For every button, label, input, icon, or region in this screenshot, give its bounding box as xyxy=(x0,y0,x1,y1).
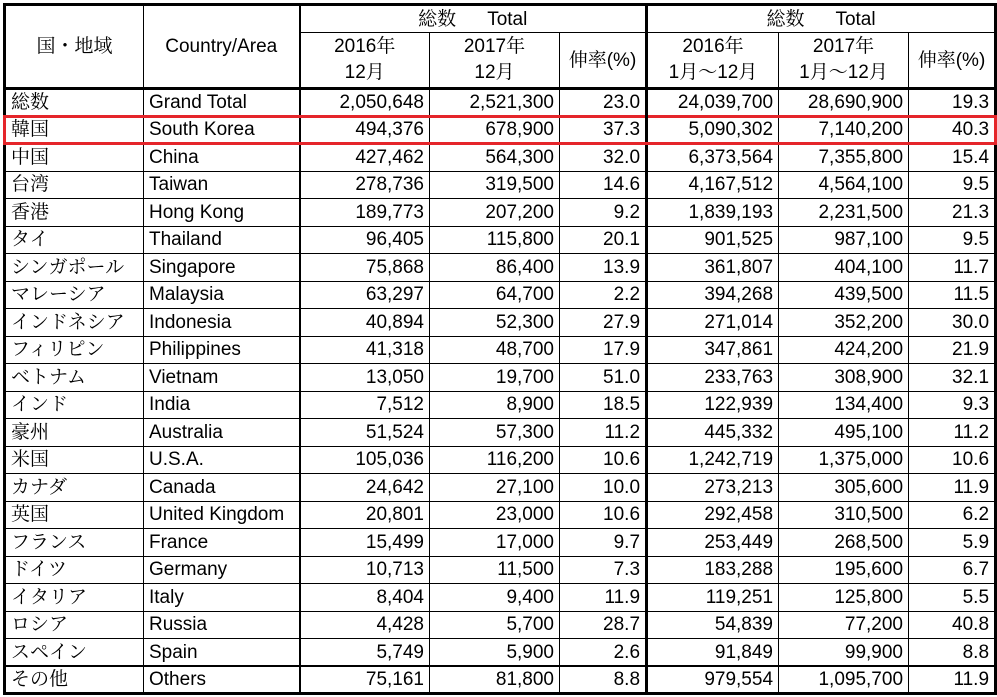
year-2017-visitors: 310,500 xyxy=(779,501,909,529)
dec-2016-visitors: 63,297 xyxy=(300,281,430,309)
year-growth-rate: 5.5 xyxy=(909,584,996,612)
region-name-ja: その他 xyxy=(5,666,144,694)
dec-2017-visitors: 116,200 xyxy=(430,446,560,474)
dec-2016-visitors: 105,036 xyxy=(300,446,430,474)
dec-2017-visitors: 9,400 xyxy=(430,584,560,612)
region-name-en: Grand Total xyxy=(144,89,300,117)
dec-growth-rate: 28.7 xyxy=(560,611,647,639)
region-name-en: United Kingdom xyxy=(144,501,300,529)
year-2016-visitors: 183,288 xyxy=(647,556,779,584)
year-2017-visitors: 28,690,900 xyxy=(779,89,909,117)
dec-2016-visitors: 13,050 xyxy=(300,364,430,392)
year-2017-visitors: 352,200 xyxy=(779,309,909,337)
year-growth-rate: 11.9 xyxy=(909,666,996,694)
table-row xyxy=(5,611,996,639)
dec-2017-visitors: 81,800 xyxy=(430,666,560,694)
dec-growth-rate: 10.6 xyxy=(560,446,647,474)
year-2016-visitors: 24,039,700 xyxy=(647,89,779,117)
visitor-statistics-table xyxy=(3,3,997,695)
dec-2017-visitors: 5,900 xyxy=(430,639,560,667)
table-row xyxy=(5,584,996,612)
header-dec-2017-period: 12月 xyxy=(474,62,515,83)
dec-2016-visitors: 40,894 xyxy=(300,309,430,337)
region-name-ja: インドネシア xyxy=(5,309,144,337)
dec-growth-rate: 11.2 xyxy=(560,419,647,447)
dec-2016-visitors: 427,462 xyxy=(300,144,430,172)
dec-2017-visitors: 115,800 xyxy=(430,226,560,254)
dec-growth-rate: 13.9 xyxy=(560,254,647,282)
header-dec-2016 xyxy=(300,33,430,89)
table-row xyxy=(5,336,996,364)
region-name-ja: 総数 xyxy=(5,89,144,117)
dec-2017-visitors: 319,500 xyxy=(430,171,560,199)
year-growth-rate: 9.5 xyxy=(909,171,996,199)
dec-2016-visitors: 96,405 xyxy=(300,226,430,254)
dec-growth-rate: 10.6 xyxy=(560,501,647,529)
dec-2017-visitors: 564,300 xyxy=(430,144,560,172)
header-row-groups xyxy=(5,5,996,33)
dec-2017-visitors: 86,400 xyxy=(430,254,560,282)
region-name-ja: ドイツ xyxy=(5,556,144,584)
region-name-en: Philippines xyxy=(144,336,300,364)
region-name-ja: 韓国 xyxy=(5,116,144,144)
table-row xyxy=(5,199,996,227)
header-year-2017 xyxy=(779,33,909,89)
region-name-en: Italy xyxy=(144,584,300,612)
dec-growth-rate: 7.3 xyxy=(560,556,647,584)
dec-growth-rate: 37.3 xyxy=(560,116,647,144)
year-2016-visitors: 1,839,193 xyxy=(647,199,779,227)
year-growth-rate: 9.3 xyxy=(909,391,996,419)
dec-2016-visitors: 8,404 xyxy=(300,584,430,612)
year-2017-visitors: 77,200 xyxy=(779,611,909,639)
dec-2016-visitors: 7,512 xyxy=(300,391,430,419)
dec-2017-visitors: 8,900 xyxy=(430,391,560,419)
dec-2016-visitors: 189,773 xyxy=(300,199,430,227)
year-2017-visitors: 2,231,500 xyxy=(779,199,909,227)
year-2017-visitors: 404,100 xyxy=(779,254,909,282)
dec-2017-visitors: 2,521,300 xyxy=(430,89,560,117)
dec-2017-visitors: 19,700 xyxy=(430,364,560,392)
year-2017-visitors: 7,355,800 xyxy=(779,144,909,172)
year-2017-visitors: 424,200 xyxy=(779,336,909,364)
table-row xyxy=(5,226,996,254)
year-growth-rate: 11.7 xyxy=(909,254,996,282)
header-group-annual-total xyxy=(647,5,996,33)
year-2016-visitors: 347,861 xyxy=(647,336,779,364)
year-2016-visitors: 979,554 xyxy=(647,666,779,694)
table-row xyxy=(5,391,996,419)
region-name-ja: スペイン xyxy=(5,639,144,667)
year-2016-visitors: 122,939 xyxy=(647,391,779,419)
table-row xyxy=(5,364,996,392)
year-growth-rate: 21.9 xyxy=(909,336,996,364)
region-name-ja: カナダ xyxy=(5,474,144,502)
region-name-ja: ロシア xyxy=(5,611,144,639)
region-name-en: Canada xyxy=(144,474,300,502)
year-growth-rate: 9.5 xyxy=(909,226,996,254)
year-2016-visitors: 4,167,512 xyxy=(647,171,779,199)
year-2017-visitors: 308,900 xyxy=(779,364,909,392)
region-name-ja: 中国 xyxy=(5,144,144,172)
region-name-ja: 英国 xyxy=(5,501,144,529)
region-name-ja: 香港 xyxy=(5,199,144,227)
year-growth-rate: 32.1 xyxy=(909,364,996,392)
region-name-ja: シンガポール xyxy=(5,254,144,282)
table-row xyxy=(5,309,996,337)
year-2016-visitors: 119,251 xyxy=(647,584,779,612)
region-name-ja: タイ xyxy=(5,226,144,254)
region-name-en: Vietnam xyxy=(144,364,300,392)
header-region-ja: 国・地域 xyxy=(5,5,144,89)
region-name-ja: インド xyxy=(5,391,144,419)
table-row xyxy=(5,254,996,282)
dec-2016-visitors: 278,736 xyxy=(300,171,430,199)
year-2016-visitors: 361,807 xyxy=(647,254,779,282)
year-2017-visitors: 268,500 xyxy=(779,529,909,557)
header-group-december-ja: 総数 xyxy=(418,8,457,30)
region-name-ja: マレーシア xyxy=(5,281,144,309)
dec-2016-visitors: 15,499 xyxy=(300,529,430,557)
dec-growth-rate: 51.0 xyxy=(560,364,647,392)
header-dec-2017-year: 2017年 xyxy=(463,36,526,57)
region-name-en: Malaysia xyxy=(144,281,300,309)
year-2017-visitors: 1,095,700 xyxy=(779,666,909,694)
year-2017-visitors: 4,564,100 xyxy=(779,171,909,199)
header-dec-2016-year: 2016年 xyxy=(334,36,396,57)
region-name-en: Taiwan xyxy=(144,171,300,199)
year-growth-rate: 6.7 xyxy=(909,556,996,584)
table-row xyxy=(5,281,996,309)
header-dec-2017 xyxy=(430,33,560,89)
year-2017-visitors: 495,100 xyxy=(779,419,909,447)
year-growth-rate: 19.3 xyxy=(909,89,996,117)
year-2016-visitors: 233,763 xyxy=(647,364,779,392)
header-dec-growth-rate: 伸率(%) xyxy=(560,33,647,89)
dec-2017-visitors: 23,000 xyxy=(430,501,560,529)
year-2016-visitors: 394,268 xyxy=(647,281,779,309)
year-growth-rate: 5.9 xyxy=(909,529,996,557)
year-2016-visitors: 445,332 xyxy=(647,419,779,447)
year-2016-visitors: 91,849 xyxy=(647,639,779,667)
year-growth-rate: 30.0 xyxy=(909,309,996,337)
dec-growth-rate: 32.0 xyxy=(560,144,647,172)
dec-2017-visitors: 48,700 xyxy=(430,336,560,364)
table-row xyxy=(5,446,996,474)
table-row xyxy=(5,171,996,199)
year-2016-visitors: 273,213 xyxy=(647,474,779,502)
dec-2016-visitors: 41,318 xyxy=(300,336,430,364)
year-growth-rate: 11.9 xyxy=(909,474,996,502)
year-2017-visitors: 7,140,200 xyxy=(779,116,909,144)
year-growth-rate: 40.8 xyxy=(909,611,996,639)
year-2017-visitors: 987,100 xyxy=(779,226,909,254)
region-name-en: Spain xyxy=(144,639,300,667)
region-name-en: South Korea xyxy=(144,116,300,144)
dec-growth-rate: 9.2 xyxy=(560,199,647,227)
year-growth-rate: 8.8 xyxy=(909,639,996,667)
header-year-2016-year: 2016年 xyxy=(682,36,744,57)
year-2017-visitors: 439,500 xyxy=(779,281,909,309)
table-row xyxy=(5,474,996,502)
table-body xyxy=(5,89,996,694)
table-row xyxy=(5,529,996,557)
year-growth-rate: 40.3 xyxy=(909,116,996,144)
region-name-ja: フランス xyxy=(5,529,144,557)
dec-2017-visitors: 27,100 xyxy=(430,474,560,502)
year-growth-rate: 15.4 xyxy=(909,144,996,172)
dec-growth-rate: 11.9 xyxy=(560,584,647,612)
dec-2016-visitors: 4,428 xyxy=(300,611,430,639)
region-name-ja: 台湾 xyxy=(5,171,144,199)
dec-growth-rate: 18.5 xyxy=(560,391,647,419)
dec-2016-visitors: 75,161 xyxy=(300,666,430,694)
region-name-en: U.S.A. xyxy=(144,446,300,474)
dec-growth-rate: 27.9 xyxy=(560,309,647,337)
region-name-en: Hong Kong xyxy=(144,199,300,227)
header-year-growth-rate: 伸率(%) xyxy=(909,33,996,89)
dec-growth-rate: 14.6 xyxy=(560,171,647,199)
region-name-ja: ベトナム xyxy=(5,364,144,392)
region-name-en: Singapore xyxy=(144,254,300,282)
dec-growth-rate: 9.7 xyxy=(560,529,647,557)
year-growth-rate: 11.2 xyxy=(909,419,996,447)
header-year-2017-period: 1月～12月 xyxy=(799,62,888,83)
dec-2016-visitors: 75,868 xyxy=(300,254,430,282)
dec-2016-visitors: 10,713 xyxy=(300,556,430,584)
header-region-en: Country/Area xyxy=(144,5,300,89)
year-2016-visitors: 253,449 xyxy=(647,529,779,557)
region-name-en: Thailand xyxy=(144,226,300,254)
region-name-en: Others xyxy=(144,666,300,694)
header-group-december-total xyxy=(300,5,647,33)
table-row xyxy=(5,144,996,172)
year-growth-rate: 11.5 xyxy=(909,281,996,309)
table-row xyxy=(5,116,996,144)
year-2016-visitors: 6,373,564 xyxy=(647,144,779,172)
dec-growth-rate: 20.1 xyxy=(560,226,647,254)
year-growth-rate: 6.2 xyxy=(909,501,996,529)
year-2017-visitors: 134,400 xyxy=(779,391,909,419)
dec-growth-rate: 17.9 xyxy=(560,336,647,364)
dec-growth-rate: 23.0 xyxy=(560,89,647,117)
region-name-ja: 米国 xyxy=(5,446,144,474)
region-name-en: China xyxy=(144,144,300,172)
year-2016-visitors: 271,014 xyxy=(647,309,779,337)
region-name-en: India xyxy=(144,391,300,419)
dec-2016-visitors: 51,524 xyxy=(300,419,430,447)
dec-2017-visitors: 52,300 xyxy=(430,309,560,337)
table-row xyxy=(5,556,996,584)
table-row xyxy=(5,666,996,694)
header-year-2017-year: 2017年 xyxy=(812,36,875,57)
year-2016-visitors: 54,839 xyxy=(647,611,779,639)
dec-2017-visitors: 5,700 xyxy=(430,611,560,639)
header-year-2016 xyxy=(647,33,779,89)
header-dec-2016-period: 12月 xyxy=(344,62,385,83)
year-2017-visitors: 195,600 xyxy=(779,556,909,584)
dec-2016-visitors: 5,749 xyxy=(300,639,430,667)
table-row xyxy=(5,419,996,447)
region-name-en: France xyxy=(144,529,300,557)
region-name-en: Australia xyxy=(144,419,300,447)
dec-2016-visitors: 494,376 xyxy=(300,116,430,144)
region-name-ja: イタリア xyxy=(5,584,144,612)
year-2017-visitors: 305,600 xyxy=(779,474,909,502)
dec-2016-visitors: 20,801 xyxy=(300,501,430,529)
dec-2017-visitors: 11,500 xyxy=(430,556,560,584)
year-growth-rate: 10.6 xyxy=(909,446,996,474)
region-name-en: Russia xyxy=(144,611,300,639)
year-2016-visitors: 901,525 xyxy=(647,226,779,254)
dec-2017-visitors: 17,000 xyxy=(430,529,560,557)
year-growth-rate: 21.3 xyxy=(909,199,996,227)
header-group-annual-ja: 総数 xyxy=(766,8,805,30)
year-2017-visitors: 125,800 xyxy=(779,584,909,612)
dec-growth-rate: 8.8 xyxy=(560,666,647,694)
dec-2017-visitors: 57,300 xyxy=(430,419,560,447)
dec-2017-visitors: 64,700 xyxy=(430,281,560,309)
dec-2016-visitors: 2,050,648 xyxy=(300,89,430,117)
dec-2017-visitors: 678,900 xyxy=(430,116,560,144)
table-row xyxy=(5,501,996,529)
dec-growth-rate: 2.6 xyxy=(560,639,647,667)
header-group-annual-en: Total xyxy=(835,8,876,30)
dec-2017-visitors: 207,200 xyxy=(430,199,560,227)
dec-growth-rate: 10.0 xyxy=(560,474,647,502)
year-2017-visitors: 1,375,000 xyxy=(779,446,909,474)
region-name-ja: 豪州 xyxy=(5,419,144,447)
header-group-december-en: Total xyxy=(487,8,528,30)
dec-growth-rate: 2.2 xyxy=(560,281,647,309)
region-name-ja: フィリピン xyxy=(5,336,144,364)
dec-2016-visitors: 24,642 xyxy=(300,474,430,502)
header-year-2016-period: 1月～12月 xyxy=(668,62,758,83)
region-name-en: Indonesia xyxy=(144,309,300,337)
table-row xyxy=(5,639,996,667)
year-2017-visitors: 99,900 xyxy=(779,639,909,667)
year-2016-visitors: 292,458 xyxy=(647,501,779,529)
table-header xyxy=(5,5,996,89)
region-name-en: Germany xyxy=(144,556,300,584)
year-2016-visitors: 5,090,302 xyxy=(647,116,779,144)
year-2016-visitors: 1,242,719 xyxy=(647,446,779,474)
table-row xyxy=(5,89,996,117)
